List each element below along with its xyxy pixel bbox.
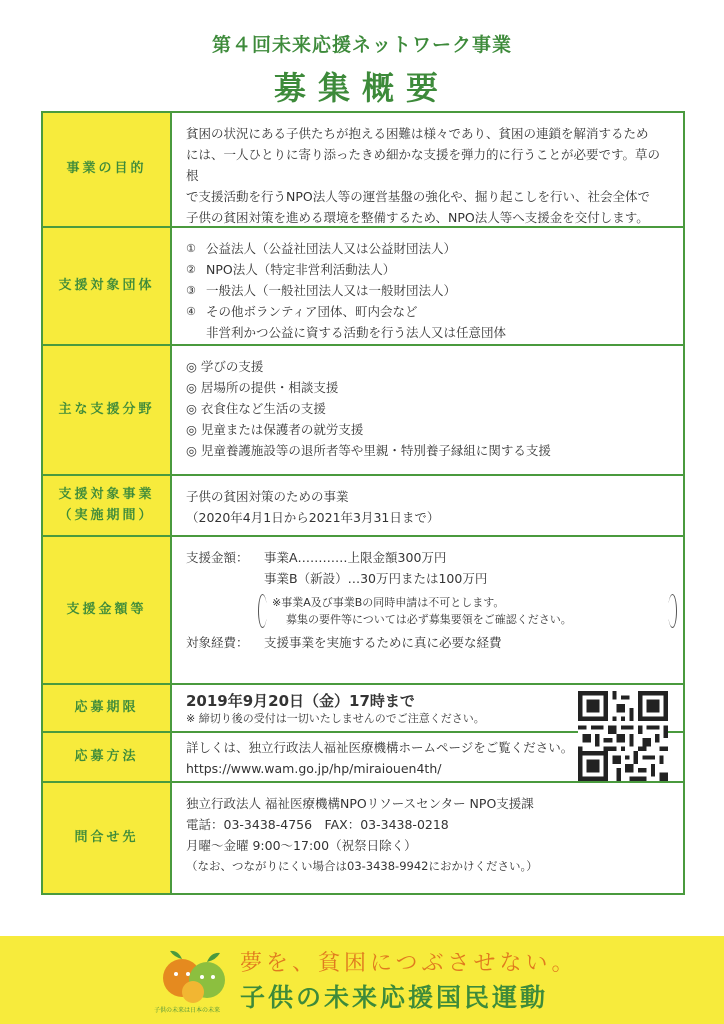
purpose-line: 子供の貧困対策を進める環境を整備するため、NPO法人等へ支援金を交付します。 [186, 210, 649, 225]
label-method: 応募方法 [43, 733, 172, 781]
purpose-line: で支援活動を行うNPO法人等の運営基盤の強化や、掘り起こしを行い、社会全体で [186, 189, 650, 204]
content-purpose [172, 113, 683, 226]
content-contact [172, 783, 683, 893]
list-item: ◎ 衣食住など生活の支援 [186, 401, 326, 416]
row-amount [43, 537, 683, 685]
content-project [172, 476, 683, 535]
page-title: 募集概要 [273, 69, 450, 107]
list-item [186, 259, 671, 280]
item-number: ④ [186, 305, 196, 318]
contact-org: 独立行政法人 福祉医療機構NPOリソースセンター NPO支援課 [186, 796, 534, 811]
label-contact: 問合せ先 [43, 783, 172, 893]
row-contact [43, 783, 683, 893]
footer-banner [0, 936, 724, 1024]
method-url[interactable]: https://www.wam.go.jp/hp/miraiouen4th/ [186, 761, 442, 776]
list-item [186, 238, 671, 259]
item-text: NPO法人（特定非営利活動法人） [206, 262, 396, 277]
purpose-line: 貧困の状況にある子供たちが抱える困難は様々であり、貧困の連鎖を解消するため [186, 126, 649, 141]
page-header [0, 30, 724, 109]
footer-movement-name: 子供の未来応援国民運動 [240, 983, 549, 1012]
item-number: ② [186, 263, 196, 276]
item-extra: 非営利かつ公益に資する活動を行う法人又は任意団体 [206, 325, 507, 340]
label-purpose: 事業の目的 [43, 113, 172, 226]
content-fields [172, 346, 683, 474]
row-fields [43, 346, 683, 476]
content-amount [172, 537, 683, 683]
label-project-line1: 支援対象事業 [58, 486, 155, 502]
method-text: 詳しくは、独立行政法人福祉医療機構ホームページをご覧ください。 [186, 740, 574, 755]
item-text: その他ボランティア団体、町内会など [206, 304, 418, 319]
amount-label: 支援金額： [186, 550, 249, 565]
deadline-note: ※ 締切り後の受付は一切いたしませんのでご注意ください。 [186, 712, 485, 725]
footer-slogan: 夢を、貧困につぶさせない。 [240, 951, 578, 976]
project-line: （2020年4月1日から2021年3月31日まで） [186, 510, 440, 525]
list-item: ◎ 児童または保護者の就労支援 [186, 422, 364, 437]
list-item: ◎ 児童養護施設等の退所者等や里親・特別養子縁組に関する支援 [186, 443, 551, 458]
logo-caption: 子供の未来は日本の未来 [154, 1007, 221, 1014]
amount-grid [186, 547, 671, 589]
label-target: 支援対象団体 [43, 228, 172, 344]
item-text: 公益法人（公益社団法人又は公益財団法人） [206, 241, 457, 256]
cost-label: 対象経費： [186, 635, 249, 650]
row-target [43, 228, 683, 346]
list-item: ◎ 居場所の提供・相談支援 [186, 380, 339, 395]
contact-phone: 電話：03-3438-4756 FAX：03-3438-0218 [186, 817, 449, 832]
row-purpose [43, 113, 683, 228]
qr-code-icon[interactable] [578, 691, 668, 781]
label-fields: 主な支援分野 [43, 346, 172, 474]
amount-note-line2: 募集の要件等については必ず募集要領をご確認ください。 [286, 613, 572, 626]
amount-line-a: 事業A…………上限金額300万円 [264, 550, 447, 565]
page-subtitle: 第４回未来応援ネットワーク事業 [211, 34, 512, 56]
item-number: ① [186, 242, 196, 255]
purpose-line: には、一人ひとりに寄り添ったきめ細かな支援を弾力的に行うことが必要です。草の根 [186, 147, 661, 183]
label-project-line2: （実施期間） [58, 507, 155, 523]
item-number: ③ [186, 284, 196, 297]
contact-hours: 月曜～金曜 9:00～17:00（祝祭日除く） [186, 838, 417, 853]
cost-grid [186, 632, 671, 653]
amount-line-b: 事業B（新設）…30万円または100万円 [264, 571, 488, 586]
list-item [186, 301, 671, 322]
list-item: ◎ 学びの支援 [186, 359, 264, 374]
deadline-text: 2019年9月20日（金）17時まで [186, 692, 415, 710]
content-target [172, 228, 683, 344]
row-project [43, 476, 683, 537]
amount-note [258, 594, 671, 628]
amount-note-line1: ※事業A及び事業Bの同時申請は不可とします。 [272, 596, 505, 609]
label-amount: 支援金額等 [43, 537, 172, 683]
orange-family-logo-icon [160, 944, 230, 1006]
label-period: 応募期限 [43, 685, 172, 731]
item-text: 一般法人（一般社団法人又は一般財団法人） [206, 283, 457, 298]
label-project [43, 476, 172, 535]
project-line: 子供の貧困対策のための事業 [186, 489, 349, 504]
cost-text: 支援事業を実施するために真に必要な経費 [264, 635, 502, 650]
contact-alt: （なお、つながりにくい場合は03-3438-9942におかけください。） [186, 859, 538, 873]
list-item [186, 280, 671, 301]
